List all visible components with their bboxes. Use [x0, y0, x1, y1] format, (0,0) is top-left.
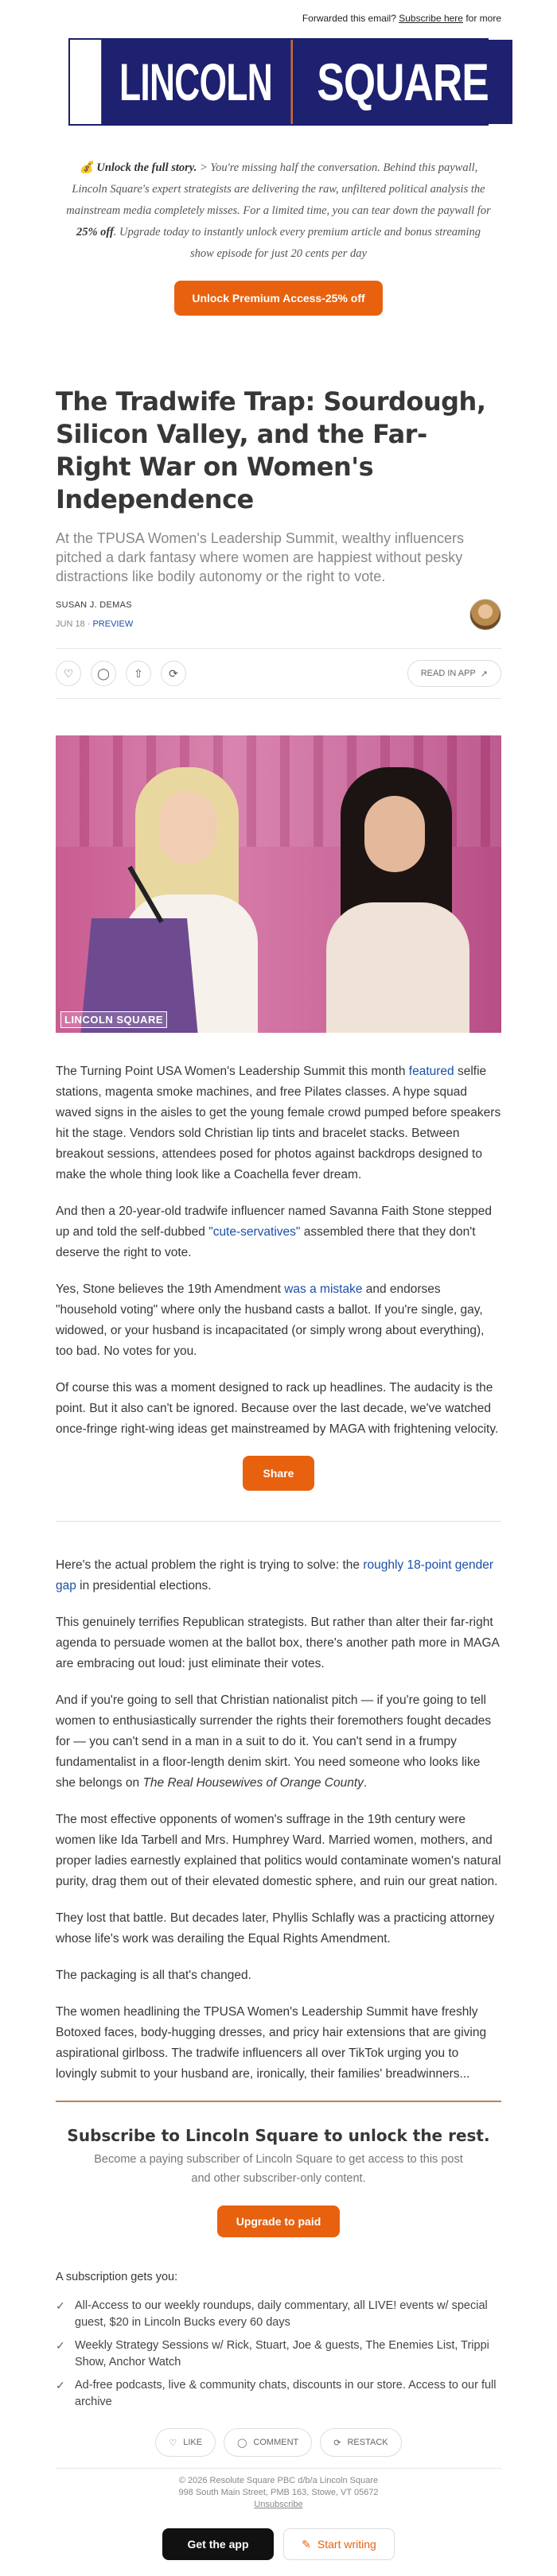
heart-icon[interactable]: ♡ — [56, 661, 81, 686]
get-the-app-button[interactable]: Get the app — [162, 2528, 274, 2560]
upgrade-to-paid-button[interactable]: Upgrade to paid — [217, 2206, 341, 2237]
read-in-app-button[interactable]: READ IN APP ↗ — [407, 660, 501, 687]
author-avatar[interactable] — [469, 599, 501, 630]
gender-gap-link[interactable]: roughly 18-point gender gap — [56, 1558, 494, 1593]
share-button[interactable]: Share — [243, 1456, 315, 1491]
comment-button[interactable]: ◯ COMMENT — [224, 2428, 312, 2457]
subscription-benefits-heading: A subscription gets you: — [56, 2271, 178, 2283]
subscribe-here-link[interactable]: Subscribe here — [399, 13, 463, 24]
check-icon: ✓ — [56, 2299, 65, 2312]
image-watermark: LINCOLN SQUARE — [60, 1011, 167, 1028]
check-icon: ✓ — [56, 2379, 65, 2392]
article-body — [56, 1061, 501, 1440]
share-icon[interactable]: ⇧ — [126, 661, 151, 686]
article-subtitle: At the TPUSA Women's Leadership Summit, wealthy influencers pitched a dark fantasy where women are happiest without pesky distractions like bodily autonomy or the right to vote. — [56, 530, 465, 584]
paywall-title: Subscribe to Lincoln Square to unlock the rest. — [67, 2126, 490, 2145]
heart-icon: ♡ — [169, 2438, 177, 2448]
paragraph: And if you're going to sell that Christian nationalist pitch — if you're going to tell women to enthusiastically surrender the rights their foremothers fought decades for — you can't send in a man in a suit to do it. You can't send in a frumpy fundamentalist in a floor-length denim skirt. You need someone who looks like she belongs on The Real Housewives of Orange County. — [56, 1693, 492, 1790]
paywall-block — [56, 2126, 501, 2411]
paywall-divider — [56, 2101, 501, 2102]
speaker-right-figure — [318, 767, 469, 1033]
paragraph: The women headlining the TPUSA Women's Leadership Summit have freshly Botoxed faces, body-hugging dresses, and pricy hair extensions that are giving aspirational girlboss. The tradwife influencers all over TikTok urging you to lovingly submit to your husband are, ironically, their families' breadwinners... — [56, 2005, 487, 2081]
promo-block — [0, 126, 557, 265]
restack-button[interactable]: ⟳ RESTACK — [320, 2428, 401, 2457]
list-item: ✓ Ad-free podcasts, live & community chats, discounts in our store. Access to our full archive — [56, 2377, 501, 2411]
restack-icon: ⟳ — [333, 2438, 341, 2448]
author-name[interactable]: SUSAN J. DEMAS — [56, 600, 132, 610]
footer-legal — [56, 2475, 501, 2511]
start-writing-button[interactable]: ✎ Start writing — [283, 2528, 395, 2560]
pen-icon: ✎ — [302, 2537, 311, 2551]
unlock-premium-button[interactable]: Unlock Premium Access-25% off — [174, 281, 382, 316]
paragraph: The packaging is all that's changed. — [56, 1969, 251, 1982]
promo-lead: Unlock the full story. — [96, 161, 197, 174]
paragraph: Here's the actual problem the right is trying to solve: the roughly 18-point gender gap in presidential elections. — [56, 1558, 494, 1593]
promo-text-1: > You're missing half the conversation. Behind this paywall, Lincoln Square's expert strategists are delivering the raw, unfiltered political analysis the mainstream media completely misses. For a limited time, you can tear down the paywall for — [66, 161, 491, 217]
restack-icon[interactable]: ⟳ — [161, 661, 186, 686]
paragraph: Of course this was a moment designed to rack up headlines. The audacity is the point. But it also can't be ignored. Because over the last decade, we've watched once-fringe right-wing ideas get mainstreamed by MAGA with frightening velocity. — [56, 1381, 499, 1436]
list-item: ✓ All-Access to our weekly roundups, daily commentary, all LIVE! events w/ special guest, $20 in Lincoln Bucks every 60 days — [56, 2298, 501, 2331]
benefits-list — [56, 2298, 501, 2411]
preview-tag[interactable]: PREVIEW — [92, 619, 134, 629]
article-body-continued — [56, 1555, 501, 2085]
promo-discount: 25% off — [76, 226, 114, 239]
forwarded-prefix: Forwarded this email? — [302, 13, 396, 24]
paywall-subtitle: Become a paying subscriber of Lincoln Square to get access to this post and other subscriber-only content. — [94, 2153, 463, 2185]
unsubscribe-link[interactable]: Unsubscribe — [254, 2500, 303, 2509]
arrow-up-right-icon: ↗ — [480, 669, 488, 679]
byline — [56, 599, 501, 630]
cute-servatives-link[interactable]: "cute-servatives" — [208, 1225, 301, 1239]
post-date: JUN 18 — [56, 619, 85, 629]
like-button[interactable]: ♡ LIKE — [155, 2428, 216, 2457]
paragraph: Yes, Stone believes the 19th Amendment was a mistake and endorses "household voting" where only the husband casts a ballot. If you're single, gay, widowed, or your husband is incapacitated (or simply wrong about everything), too bad. No votes for you. — [56, 1282, 485, 1358]
forwarded-notice — [0, 0, 557, 32]
check-icon: ✓ — [56, 2339, 65, 2352]
divider — [56, 2468, 501, 2469]
divider — [56, 1521, 501, 1522]
forwarded-suffix: for more — [465, 13, 501, 24]
paragraph: This genuinely terrifies Republican strategists. But rather than alter their far-right agenda to persuade women at the ballot box, there's another path more in MAGA are embracing out loud: just eliminate their votes. — [56, 1616, 500, 1670]
app-buttons — [56, 2528, 501, 2576]
paragraph: The Turning Point USA Women's Leadership Summit this month featured selfie stations, magenta smoke machines, and free Pilates classes. A hype squad waved signs in the aisles to get the young female crowd pumped before speakers hit the stage. Vendors sold Christian lip tints and bracelet stacks. Between breakout sessions, attendees posed for photos against backdrops designed to make the whole thing look like a Coachella fever dream. — [56, 1065, 501, 1181]
promo-text-2: . Upgrade today to instantly unlock every premium article and bonus streaming show episode for just 20 cents per day — [113, 226, 481, 260]
article-hero-image[interactable] — [56, 735, 501, 1033]
logo-left: LINCOLN — [101, 40, 293, 124]
logo-right: SQUARE — [293, 40, 512, 124]
comment-icon[interactable]: ◯ — [91, 661, 116, 686]
featured-link[interactable]: featured — [408, 1065, 454, 1078]
paragraph: They lost that battle. But decades later, Phyllis Schlafly was a practicing attorney whose life's work was derailing the Equal Rights Amendment. — [56, 1911, 495, 1946]
paragraph: The most effective opponents of women's suffrage in the 19th century were women like Ida Tarbell and Mrs. Humphrey Ward. Married women, mothers, and proper ladies earnestly explained that politics would contaminate women's natural purity, drag them out of their elevated domestic sphere, and ruin our great nation. — [56, 1813, 501, 1888]
list-item: ✓ Weekly Strategy Sessions w/ Rick, Stuart, Joe & guests, The Enemies List, Trippi Show, Anchor Watch — [56, 2337, 501, 2371]
was-a-mistake-link[interactable]: was a mistake — [284, 1282, 363, 1296]
money-bag-icon: 💰 — [79, 161, 94, 174]
article-title: The Tradwife Trap: Sourdough, Silicon Valley, and the Far-Right War on Women's Independence — [56, 386, 486, 514]
paragraph: And then a 20-year-old tradwife influencer named Savanna Faith Stone stepped up and told the self-dubbed "cute-servatives" assembled there that they don't deserve the right to vote. — [56, 1205, 493, 1259]
address-text: 998 South Main Street, PMB 163, Stowe, VT 05672 — [178, 2488, 379, 2497]
lincoln-square-logo[interactable] — [68, 38, 489, 126]
post-meta: JUN 18 · PREVIEW — [56, 619, 134, 629]
footer-actions — [56, 2428, 501, 2457]
copyright-text: © 2026 Resolute Square PBC d/b/a Lincoln Square — [178, 2476, 379, 2485]
comment-icon: ◯ — [237, 2438, 247, 2448]
post-actions-bar — [56, 648, 501, 699]
